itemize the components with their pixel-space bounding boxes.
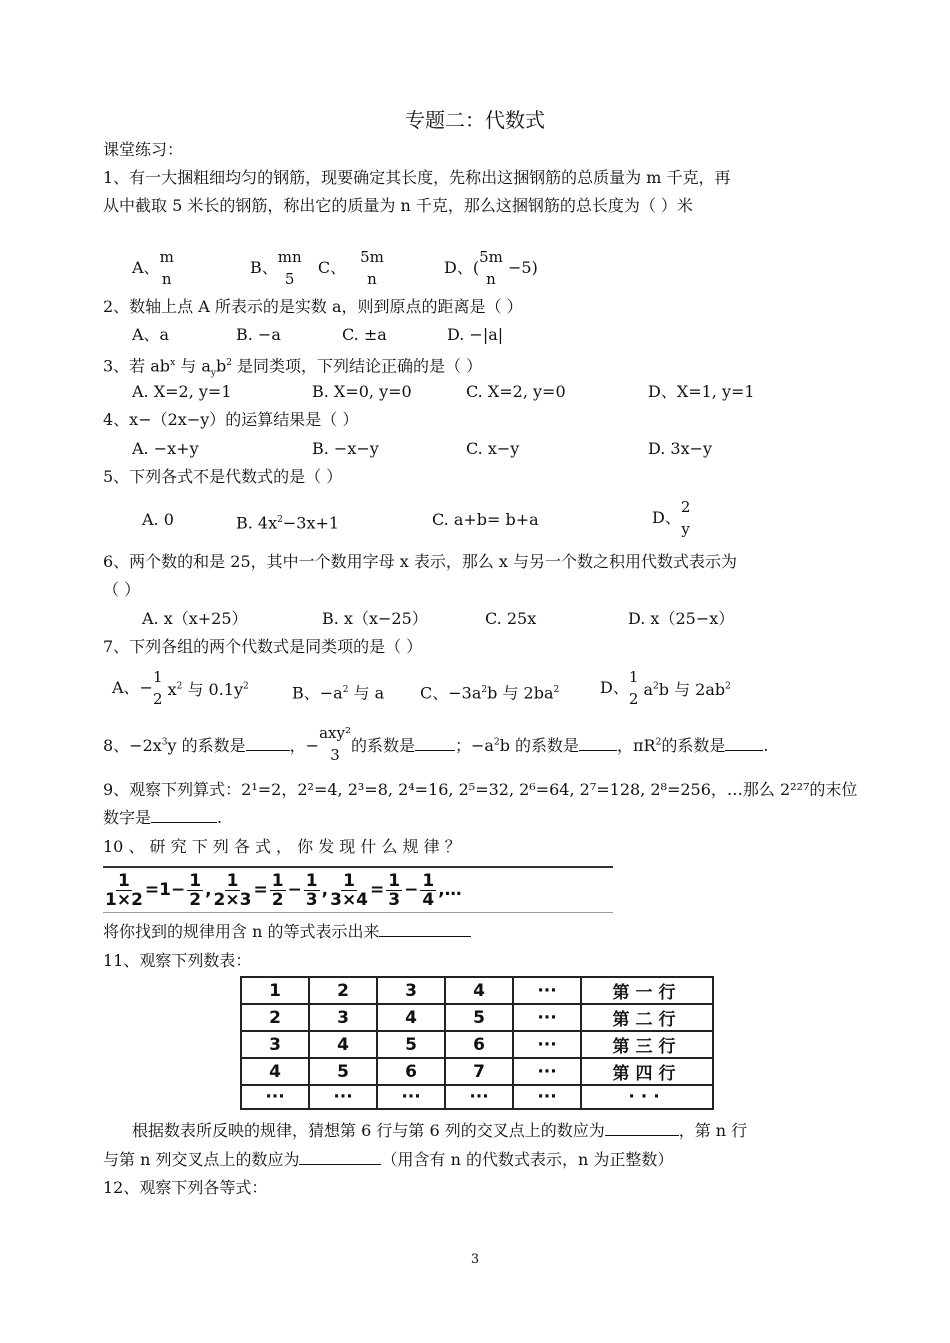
table-cell: 5 (309, 1058, 377, 1085)
table-cell: 2 (241, 1004, 309, 1031)
q5-stem: 5、下列各式不是代数式的是（ ） (103, 467, 343, 486)
q9-blank[interactable] (151, 808, 217, 823)
q9-line1: 9、观察下列算式：2¹=2，2²=4, 2³=8, 2⁴=16, 2⁵=32, 2⁶=64, 2⁷=128, 2⁸=256，…那么 2²²⁷的末位 (103, 780, 858, 799)
q10-after: 将你找到的规律用含 n 的等式表示出来 (103, 922, 471, 942)
number-table (240, 976, 714, 1110)
table-cell: 4 (377, 1004, 445, 1031)
page-number: 3 (470, 1252, 480, 1267)
q1-d-tail: −5) (508, 258, 538, 277)
q5-b: B. $4x^2-3x+1$ (236, 513, 340, 533)
q2-stem: 2、数轴上点 A 所表示的是实数 a，则到原点的距离是（ ） (103, 297, 523, 316)
seq-frac-5: $\frac{1}{3}$ (305, 870, 318, 910)
table-cell: ··· (513, 1031, 581, 1058)
q11-line1: 根据数表所反映的规律，猜想第 6 行与第 6 列的交叉点上的数应为 ，第 n 行 (132, 1121, 748, 1140)
q7-a: A、− 1 2 $x^2$ 与 $0.1y^2$ (112, 668, 249, 708)
table-cell: 7 (445, 1058, 513, 1085)
table-cell: 4 (309, 1031, 377, 1058)
q1-d-fraction: 5m n (479, 248, 503, 288)
q1-c-label: C、 (317, 258, 347, 277)
table-cell: 3 (241, 1031, 309, 1058)
q11-blank-1[interactable] (605, 1121, 679, 1136)
table-cell: 5 (377, 1031, 445, 1058)
q4-stem: 4、x−（2x−y）的运算结果是（ ） (103, 410, 359, 429)
q11-stem: 11、观察下列数表： (103, 951, 252, 970)
q8-blank-4[interactable] (725, 736, 763, 751)
table-cell: 第四行 (581, 1058, 713, 1085)
q1-d-label: D、( (444, 258, 480, 277)
table-cell: ··· (513, 1085, 581, 1109)
q7-b: B、$-a^2$ 与 a (292, 683, 385, 703)
seq-frac-6: $\frac{1}{3\times 4}$ (330, 870, 369, 910)
table-cell: 6 (377, 1058, 445, 1085)
q12-stem: 12、观察下列各等式： (103, 1178, 268, 1197)
q5-c: C. a+b= b+a (432, 510, 539, 529)
number-table-image (216, 972, 734, 1112)
seq-frac-1: $\frac{1}{1\times 2}$ (105, 870, 143, 910)
table-cell: 6 (445, 1031, 513, 1058)
seq-frac-3: $\frac{1}{2\times 3}$ (213, 870, 252, 910)
q5-a: A. 0 (142, 510, 174, 529)
seq-frac-4: $\frac{1}{2}$ (271, 870, 284, 910)
q5-d: D、 2 y (652, 498, 691, 538)
q8-fraction: axy² 3 (319, 724, 351, 764)
q3-a: A. X=2, y=1 (132, 382, 232, 401)
q11-blank-2[interactable] (299, 1150, 381, 1165)
q8-blank-1[interactable] (246, 736, 290, 751)
table-cell: 第三行 (581, 1031, 713, 1058)
table-cell: 第一行 (581, 977, 713, 1004)
table-cell: ··· (445, 1085, 513, 1109)
table-cell: ··· (309, 1085, 377, 1109)
table-cell: 3 (377, 977, 445, 1004)
q1-line2: 从中截取 5 米长的钢筋，称出它的质量为 n 千克，那么这捆钢筋的总长度为（ ）米 (103, 196, 693, 215)
q2-a: A、a (132, 325, 170, 344)
q8-blank-2[interactable] (415, 736, 455, 751)
q3-b: B. X=0, y=0 (312, 382, 412, 401)
q1-a-label: A、 (132, 258, 160, 277)
q6-d: D. x（25−x） (628, 609, 735, 628)
q4-b: B. −x−y (312, 439, 379, 458)
table-row (241, 1004, 713, 1031)
table-cell: 1 (241, 977, 309, 1004)
table-cell: 4 (241, 1058, 309, 1085)
table-cell: 3 (309, 1004, 377, 1031)
section-heading: 课堂练习： (103, 140, 184, 159)
q6-c: C. 25x (485, 609, 537, 628)
table-cell: ··· (581, 1085, 713, 1109)
table-cell: ··· (513, 1058, 581, 1085)
q1-b-fraction: mn 5 (277, 248, 302, 288)
q4-a: A. −x+y (132, 439, 199, 458)
q1-b-label: B、 (249, 258, 278, 277)
q8-line: 8、$-2x^3y$ 的系数是 ，− axy² 3 的系数是 ；$-a^2b$ 的系数是 ，$\pi R^2$的系数是 . (103, 724, 769, 764)
seq-frac-2: $\frac{1}{2}$ (189, 870, 202, 910)
table-cell: 第二行 (581, 1004, 713, 1031)
table-row (241, 977, 713, 1004)
q11-line2: 与第 n 列交叉点上的数应为 （用含有 n 的代数式表示，n 为正整数） (103, 1150, 674, 1169)
q7-a-fraction: 1 2 (152, 668, 163, 708)
q2-c: C. ±a (342, 325, 387, 344)
q7-stem: 7、下列各组的两个代数式是同类项的是（ ） (103, 637, 423, 656)
q9-line2: 数字是 . (103, 808, 223, 827)
q1-c-fraction: 5m n (360, 248, 384, 288)
table-cell: 2 (309, 977, 377, 1004)
q7-c: C、$-3a^2b$ 与 $2ba^2$ (420, 683, 560, 703)
q3-c: C. X=2, y=0 (466, 382, 566, 401)
seq-frac-7: $\frac{1}{3}$ (388, 870, 401, 910)
q7-d: D、 1 2 $a^2b$ 与 $2ab^2$ (600, 668, 731, 708)
q10-stem: 10 、 研 究 下 列 各 式 ， 你 发 现 什 么 规 律 ？ (103, 837, 461, 856)
q10-blank[interactable] (379, 922, 471, 937)
table-cell: ··· (513, 977, 581, 1004)
q4-c: C. x−y (466, 439, 520, 458)
q8-blank-3[interactable] (579, 736, 617, 751)
q3-d: D、X=1, y=1 (648, 382, 755, 401)
q4-d: D. 3x−y (648, 439, 713, 458)
page-title: 专题二：代数式 (405, 108, 545, 132)
q6-line1: 6、两个数的和是 25，其中一个数用字母 x 表示，那么 x 与另一个数之积用代数式表示为 (103, 552, 738, 571)
q5-d-fraction: 2 y (680, 498, 691, 538)
q1-line1: 1、有一大捆粗细均匀的钢筋，现要确定其长度，先称出这捆钢筋的总质量为 m 千克，再 (103, 168, 731, 187)
q2-b: B. −a (236, 325, 281, 344)
q1-options (132, 246, 538, 290)
table-row (241, 1058, 713, 1085)
q1-a-fraction: m n (159, 248, 174, 288)
table-cell: 4 (445, 977, 513, 1004)
q6-b: B. x（x−25） (322, 609, 428, 628)
table-cell: ··· (377, 1085, 445, 1109)
table-row (241, 1085, 713, 1109)
q7-d-fraction: 1 2 (628, 668, 639, 708)
q6-line2: （ ） (103, 580, 141, 599)
table-cell: ··· (513, 1004, 581, 1031)
table-row (241, 1031, 713, 1058)
q2-d: D. −|a| (447, 325, 504, 344)
table-cell: 5 (445, 1004, 513, 1031)
q10-sequence-image: $\frac{1}{1\times 2}$ =1− $\frac{1}{2}$ , $\frac{1}{2\times 3}$ = $\frac{1}{2}$ − $\frac{1}{3}$ , $\frac{1}{3\times 4}$ = $\frac{1}{3}$ − $\frac{1}{4}$ ,… (103, 866, 613, 913)
seq-frac-8: $\frac{1}{4}$ (422, 870, 435, 910)
q3-stem: 3、若 $ab^x$ 与 $a_yb^2$ 是同类项，下列结论正确的是（ ） (103, 356, 483, 379)
table-cell: ··· (241, 1085, 309, 1109)
q6-a: A. x（x+25） (142, 609, 248, 628)
